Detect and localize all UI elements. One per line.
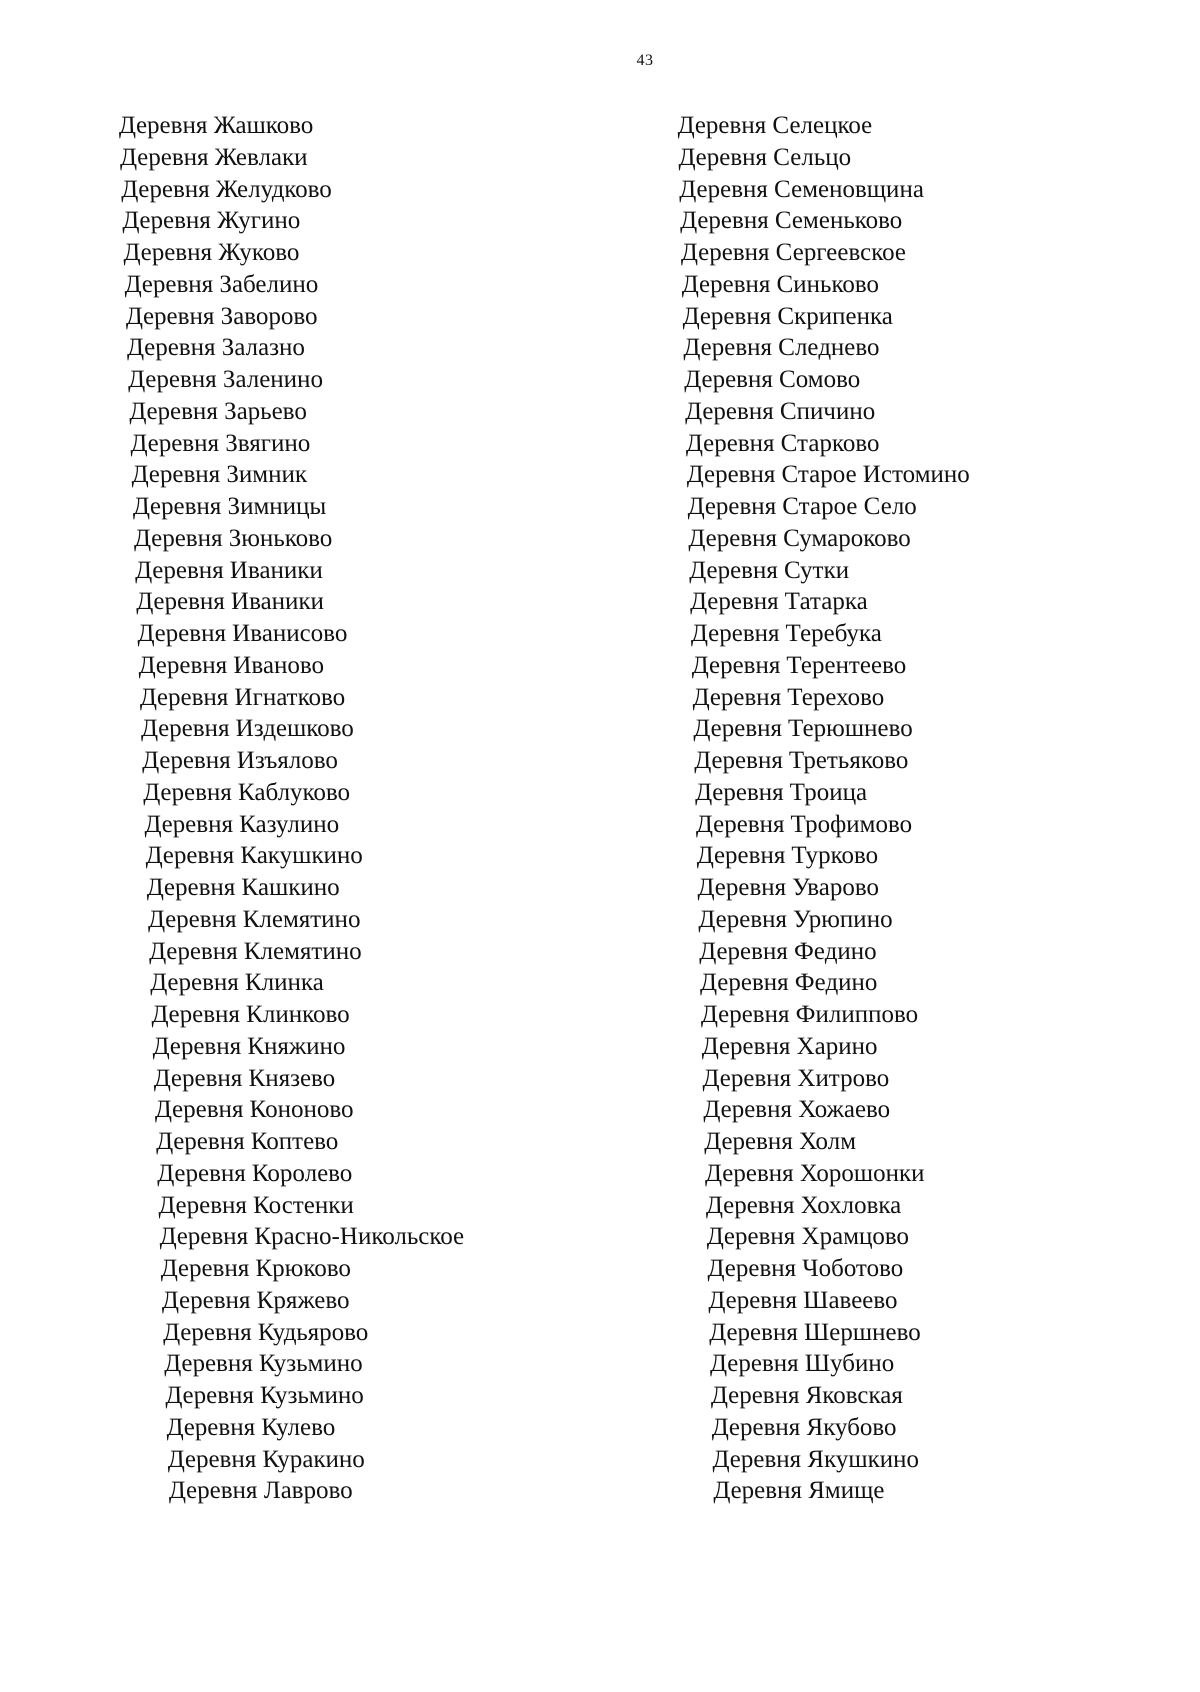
list-item: Деревня Храмцово xyxy=(706,1223,910,1251)
list-item: Деревня Красно-Никольское xyxy=(158,1223,465,1251)
list-item: Деревня Сутки xyxy=(688,556,850,584)
list-item: Деревня Татарка xyxy=(689,588,869,616)
list-item: Деревня Следнево xyxy=(682,334,880,362)
list-item: Деревня Уварово xyxy=(697,874,880,901)
list-item: Деревня Холм xyxy=(703,1128,857,1155)
list-item: Деревня Забелино xyxy=(123,270,319,298)
list-item: Деревня Старково xyxy=(685,429,880,457)
list-item: Деревня Иваники xyxy=(134,556,324,584)
list-item: Деревня Трофимово xyxy=(695,810,913,838)
list-item: Деревня Кононово xyxy=(154,1096,354,1124)
list-item: Деревня Якушкино xyxy=(711,1445,920,1473)
list-item: Деревня Костенки xyxy=(157,1191,355,1219)
list-item: Деревня Иванисово xyxy=(136,620,348,647)
list-item: Деревня Крюково xyxy=(159,1255,352,1282)
list-item: Деревня Кряжево xyxy=(161,1286,350,1314)
list-item: Деревня Какушкино xyxy=(144,842,364,870)
list-item: Деревня Шершнево xyxy=(708,1318,922,1346)
settlement-list-right xyxy=(677,110,997,1507)
list-item: Деревня Урюпино xyxy=(697,905,893,933)
list-item: Деревня Сельцо xyxy=(677,143,852,171)
list-item: Деревня Старое Истомино xyxy=(686,461,971,489)
list-item: Деревня Князево xyxy=(152,1064,336,1092)
list-item: Деревня Издешково xyxy=(140,715,355,743)
list-item: Деревня Турково xyxy=(696,842,879,870)
list-item: Деревня Семеновщина xyxy=(678,175,925,203)
list-item: Деревня Кузьмино xyxy=(163,1350,364,1378)
list-item: Деревня Яковская xyxy=(710,1382,904,1409)
list-item: Деревня Шубино xyxy=(709,1350,895,1378)
list-item: Деревня Скрипенка xyxy=(682,302,894,330)
list-item: Деревня Харино xyxy=(701,1032,878,1060)
list-item: Деревня Чоботово xyxy=(706,1255,904,1282)
list-item: Деревня Семеньково xyxy=(679,207,903,235)
list-item: Деревня Кузьмино xyxy=(164,1382,365,1409)
list-item: Деревня Хорошонки xyxy=(704,1159,925,1187)
list-item: Деревня Клинка xyxy=(149,969,325,997)
list-item: Деревня Клемятино xyxy=(147,905,361,933)
list-item: Деревня Иваники xyxy=(135,588,325,616)
list-item: Деревня Куракино xyxy=(166,1445,366,1473)
list-item: Деревня Каблуково xyxy=(142,778,351,806)
list-item: Деревня Спичино xyxy=(684,397,876,425)
list-item: Деревня Терюшнево xyxy=(692,715,913,743)
list-item: Деревня Желудково xyxy=(120,175,333,203)
list-item: Деревня Зимницы xyxy=(132,493,327,520)
list-item: Деревня Филиппово xyxy=(700,1001,919,1028)
list-item: Деревня Терехово xyxy=(692,683,885,711)
list-item: Деревня Залазно xyxy=(126,334,306,362)
list-item: Деревня Хохловка xyxy=(705,1191,902,1219)
list-item: Деревня Жевлаки xyxy=(119,143,309,171)
list-item: Деревня Хитрово xyxy=(701,1064,890,1092)
list-item: Деревня Хожаево xyxy=(702,1096,891,1124)
list-item: Деревня Королево xyxy=(156,1159,353,1187)
list-item: Деревня Селецкое xyxy=(677,112,873,139)
list-item: Деревня Федино xyxy=(699,969,878,997)
list-item: Деревня Коптево xyxy=(155,1128,339,1155)
list-item: Деревня Федино xyxy=(698,937,877,965)
list-item: Деревня Княжино xyxy=(151,1032,346,1060)
list-item: Деревня Синьково xyxy=(681,270,880,298)
list-item: Деревня Заворово xyxy=(125,302,318,330)
list-item: Деревня Сергеевское xyxy=(680,239,907,266)
list-item: Деревня Зарьево xyxy=(128,397,308,425)
list-item: Деревня Теребука xyxy=(690,620,883,647)
list-item: Деревня Жашково xyxy=(118,112,314,139)
list-item: Деревня Звягино xyxy=(129,429,311,457)
list-item: Деревня Шавеево xyxy=(707,1286,898,1314)
list-item: Деревня Жугино xyxy=(121,207,301,235)
list-item: Деревня Терентеево xyxy=(691,651,907,679)
settlement-list-left xyxy=(118,110,474,1507)
list-item: Деревня Зюньково xyxy=(133,524,333,552)
list-item: Деревня Кашкино xyxy=(146,874,341,901)
list-item: Деревня Жуково xyxy=(122,239,300,266)
list-item: Деревня Лаврово xyxy=(168,1477,354,1505)
list-item: Деревня Клемятино xyxy=(148,937,363,965)
list-item: Деревня Троица xyxy=(694,778,868,806)
list-item: Деревня Сумароково xyxy=(687,524,912,552)
list-item: Деревня Игнатково xyxy=(139,683,346,711)
list-item: Деревня Казулино xyxy=(143,810,340,838)
list-item: Деревня Якубово xyxy=(711,1413,897,1441)
page-number: 43 xyxy=(636,52,654,69)
list-item: Деревня Сомово xyxy=(683,366,861,393)
list-item: Деревня Кудьярово xyxy=(162,1318,369,1346)
list-item: Деревня Третьяково xyxy=(693,747,909,774)
list-item: Деревня Ямище xyxy=(712,1477,885,1505)
list-item: Деревня Клинково xyxy=(150,1001,351,1028)
list-item: Деревня Заленино xyxy=(127,366,324,393)
list-item: Деревня Старое Село xyxy=(687,493,918,520)
list-item: Деревня Кулево xyxy=(165,1413,336,1441)
list-item: Деревня Иваново xyxy=(137,651,325,679)
list-item: Деревня Изъялово xyxy=(141,747,339,774)
list-item: Деревня Зимник xyxy=(130,461,308,489)
